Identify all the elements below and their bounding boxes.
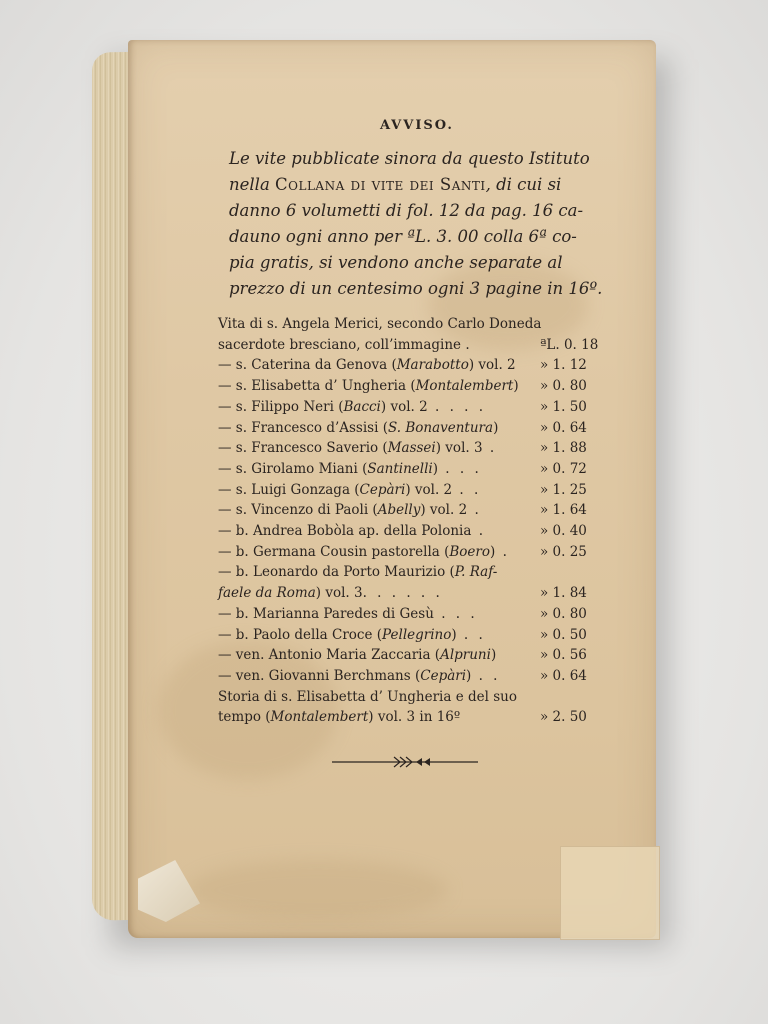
- intro-line: nella Collana di vite dei Santi, di cui si: [229, 175, 562, 194]
- entry-author: Bacci: [343, 398, 381, 415]
- entry-author: Abelly: [377, 502, 421, 519]
- entry-pre: — s. Francesco d’Assisi (: [218, 419, 388, 436]
- entry-price: » 1. 88: [540, 440, 587, 457]
- entry-pre: — b. Marianna Paredes di Gesù: [218, 605, 434, 622]
- entry-price: » 2. 50: [540, 709, 587, 726]
- entry-post: ): [451, 626, 457, 643]
- list-item: [218, 583, 610, 603]
- list-item: [218, 645, 610, 665]
- list-item: [218, 542, 610, 562]
- entry-post: ): [490, 543, 496, 560]
- list-item: [218, 687, 610, 707]
- entry-author: Cepàri: [359, 481, 406, 498]
- entry-author: Montalembert: [415, 378, 514, 395]
- entry-author: Santinelli: [367, 460, 433, 477]
- list-item: [218, 562, 610, 582]
- entry-post: ): [493, 419, 499, 436]
- entry-pre: — s. Filippo Neri (: [218, 398, 344, 415]
- entry-dots: .: [495, 543, 510, 560]
- entry-pre: — s. Elisabetta d’ Ungheria (: [218, 378, 416, 395]
- list-item: [218, 459, 610, 479]
- entry-dots: . . . .: [427, 398, 487, 415]
- list-item: [218, 666, 610, 686]
- entry-price: » 1. 50: [540, 398, 587, 415]
- list-item: [218, 521, 610, 541]
- entry-post: ) vol. 3: [435, 440, 483, 457]
- list-item: [218, 480, 610, 500]
- entry-post: ) vol. 2: [380, 398, 428, 415]
- entry-dots: .: [471, 523, 487, 539]
- intro-line: pia gratis, si vendono anche separate al: [229, 253, 563, 272]
- entry-pre: — s. Luigi Gonzaga (: [218, 481, 360, 498]
- entry-price: » 0. 72: [540, 460, 587, 477]
- entry-post: ) vol. 2: [420, 502, 468, 519]
- entry-price: » 0. 50: [540, 626, 587, 643]
- entry-pre: Vita di s. Angela Merici, secondo Carlo Doneda: [218, 316, 542, 332]
- entry-price: » 1. 84: [540, 585, 587, 602]
- entry-post: ) vol. 3: [315, 585, 363, 602]
- entry-pre: — ven. Antonio Maria Zaccaria (: [218, 647, 441, 664]
- list-item: [218, 438, 610, 458]
- list-item: [218, 418, 610, 438]
- entry-post: ) vol. 3 in 16º: [368, 709, 461, 726]
- entry-pre: — s. Vincenzo di Paoli (: [218, 502, 378, 519]
- entry-pre: — b. Andrea Bobòla ap. della Polonia: [218, 523, 472, 539]
- entry-dots: . .: [452, 481, 482, 498]
- intro-line: prezzo di un centesimo ogni 3 pagine in 16º.: [229, 279, 603, 298]
- entry-price: » 0. 56: [540, 647, 587, 664]
- list-item: [218, 604, 610, 624]
- entry-pre: — s. Francesco Saverio (: [218, 440, 388, 457]
- entry-post: ) vol. 2: [468, 357, 516, 374]
- entry-price: » 0. 25: [540, 543, 587, 560]
- entry-price: » 1. 25: [540, 481, 587, 498]
- collana-title: Collana di vite dei Santi: [275, 175, 486, 194]
- entry-pre: — b. Leonardo da Porto Maurizio (: [218, 564, 455, 581]
- entry-price: » 0. 40: [540, 523, 587, 539]
- entry-pre: Storia di s. Elisabetta d’ Ungheria e del suo: [218, 688, 517, 705]
- list-item: [218, 376, 610, 396]
- entry-post: ): [466, 667, 472, 684]
- entry-pre: — s. Caterina da Genova (: [218, 357, 397, 374]
- entry-author: Alpruni: [440, 647, 491, 664]
- entry-author: Pellegrino: [382, 626, 452, 643]
- entry-post: ): [432, 460, 438, 477]
- entry-author: P. Raf-: [454, 564, 498, 581]
- entry-author: Marabotto: [396, 357, 469, 374]
- entry-pre: — ven. Giovanni Berchmans (: [218, 667, 421, 684]
- heading: AVVISO.: [380, 118, 454, 133]
- list-item: [218, 335, 610, 355]
- entry-author: Massei: [387, 440, 436, 457]
- intro-line: Le vite pubblicate sinora da questo Istituto: [229, 149, 590, 168]
- entry-price: » 0. 80: [540, 605, 587, 622]
- entry-post: ) vol. 2: [405, 481, 453, 498]
- list-item: [218, 707, 610, 727]
- intro-line: danno 6 volumetti di fol. 12 da pag. 16 ca-: [229, 201, 584, 220]
- entry-pre: sacerdote bresciano, coll’immagine .: [218, 336, 470, 353]
- entry-price: » 1. 12: [540, 357, 587, 374]
- entry-pre: — b. Paolo della Croce (: [218, 626, 383, 643]
- entry-dots: . . .: [438, 460, 482, 477]
- list-item: [218, 500, 610, 520]
- list-item: [218, 355, 610, 375]
- entry-dots: .: [482, 440, 498, 457]
- ornament-divider-icon: [330, 752, 480, 772]
- list-item: [218, 625, 610, 645]
- entry-author: S. Bonaventura: [387, 419, 494, 436]
- entry-author: faele da Roma: [218, 585, 316, 602]
- entry-author: Cepàri: [420, 667, 467, 684]
- entry-price: » 0. 80: [540, 378, 587, 395]
- entry-price: » 1. 64: [540, 502, 587, 519]
- entry-pre: — b. Germana Cousin pastorella (: [218, 543, 450, 560]
- entry-post: ): [490, 647, 497, 664]
- entry-price: » 0. 64: [540, 419, 587, 436]
- entry-author: Montalembert: [270, 709, 369, 726]
- entry-price: ªL. 0. 18: [540, 336, 599, 353]
- entry-author: Boero: [449, 543, 490, 560]
- entry-dots: . . .: [433, 605, 478, 622]
- intro-line: dauno ogni anno per ªL. 3. 00 colla 6ª co-: [229, 227, 577, 246]
- entry-dots: .: [467, 502, 482, 519]
- list-item: [218, 397, 610, 417]
- entry-post: ): [513, 378, 519, 395]
- entry-pre: — s. Girolamo Miani (: [218, 460, 368, 477]
- entry-dots: . .: [471, 667, 501, 684]
- list-item: [218, 314, 610, 334]
- entry-dots: . . . . . .: [362, 585, 443, 602]
- entry-dots: . .: [456, 626, 486, 643]
- entry-pre: tempo (: [218, 709, 271, 726]
- entry-price: » 0. 64: [540, 667, 587, 684]
